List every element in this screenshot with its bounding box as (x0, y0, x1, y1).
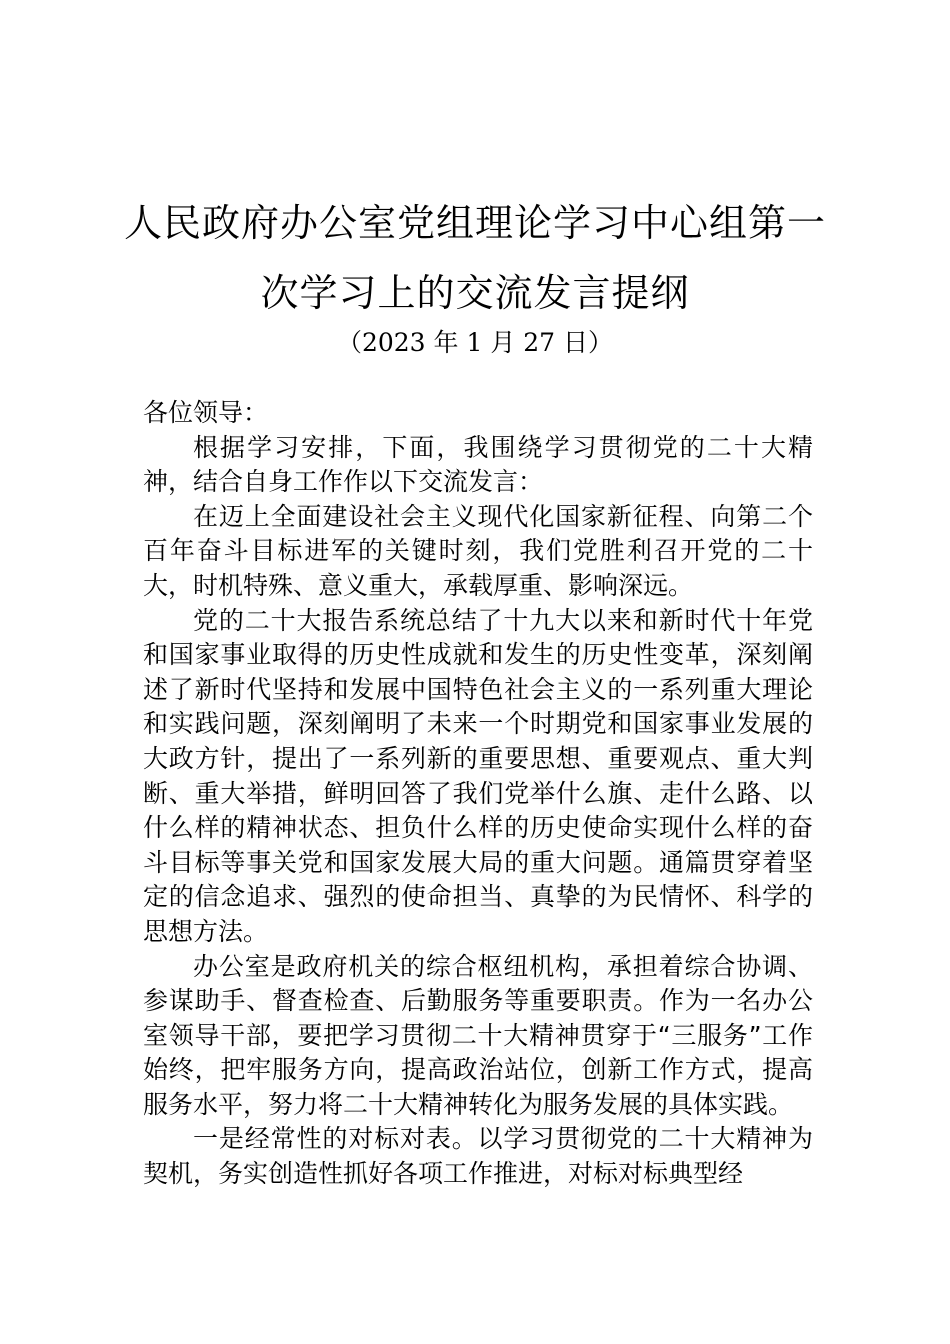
document-date: （2023 年 1 月 27 日） (336, 328, 614, 357)
paragraph: 一是经常性的对标对表。以学习贯彻党的二十大精神为契机，务实创造性抓好各项工作推进，对标对标典型经 (143, 1124, 813, 1189)
document-body (143, 396, 813, 1192)
paragraph: 根据学习安排，下面，我围绕学习贯彻党的二十大精神，结合自身工作作以下交流发言： (143, 432, 813, 497)
paragraph: 党的二十大报告系统总结了十九大以来和新时代十年党和国家事业取得的历史性成就和发生的历史性变革，深刻阐述了新时代坚持和发展中国特色社会主义的一系列重大理论和实践问题，深刻阐明了未来一个时期党和国家事业发展的大政方针，提出了一系列新的重要思想、重要观点、重大判断、重大举措，鲜明回答了我们党举什么旗、走什么路、以什么样的精神状态、担负什么样的历史使命实现什么样的奋斗目标等事关党和国家发展大局的重大问题。通篇贯穿着坚定的信念追求、强烈的使命担当、真挚的为民情怀、科学的思想方法。 (143, 605, 813, 946)
document-title-line-2: 次学习上的交流发言提纲 (260, 271, 690, 315)
paragraph: 办公室是政府机关的综合枢纽机构，承担着综合协调、参谋助手、督查检查、后勤服务等重要职责。作为一名办公室领导干部，要把学习贯彻二十大精神贯穿于“三服务”工作始终，把牢服务方向，提高政治站位，创新工作方式，提高服务水平，努力将二十大精神转化为服务发展的具体实践。 (143, 951, 813, 1119)
salutation: 各位领导： (143, 398, 269, 427)
paragraph: 在迈上全面建设社会主义现代化国家新征程、向第二个百年奋斗目标进军的关键时刻，我们党胜利召开党的二十大，时机特殊、意义重大，承载厚重、影响深远。 (143, 501, 813, 600)
document-title-line-1: 人民政府办公室党组理论学习中心组第一 (123, 201, 826, 245)
